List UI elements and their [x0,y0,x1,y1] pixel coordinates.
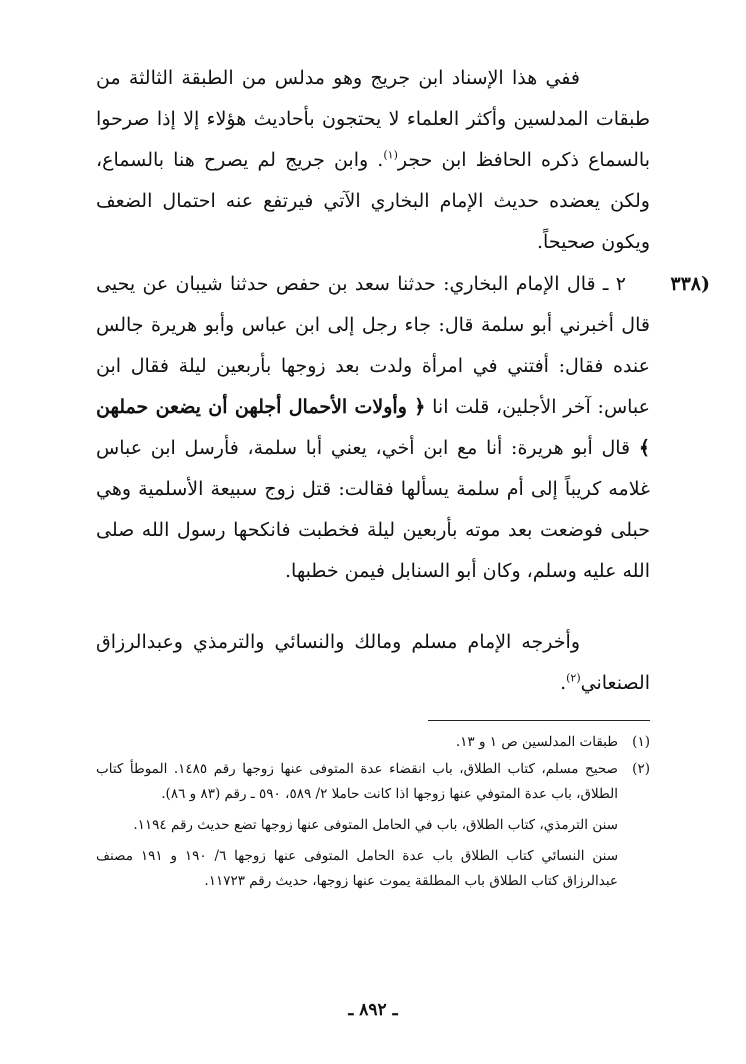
paragraph-takhrij [96,622,650,704]
footnote-ref-1: (١) [383,148,398,162]
paragraph-3-end: . [560,672,567,694]
footnote-ref-2: (٢) [566,671,581,685]
footnote-2-mark: (٢) [632,761,650,777]
footnote-1 [96,730,650,755]
footnote-2-tirmidhi: سنن الترمذي، كتاب الطلاق، باب في الحامل المتوفى عنها زوجها تضع حديث رقم ١١٩٤. [133,817,618,833]
paragraph-2-end: قال أبو هريرة: أنا مع ابن أخي، يعني أبا سلمة، فأرسل ابن عباس غلامه كريباً إلى أم سلمة يسألها فقالت: قتل زوج سبيعة الأسلمية وهي حبلى فوضعت بعد موته بأربعين ليلة فخطبت فانكحها رسول الله صلى الله عليه وسلم، وكان أبو السنابل فيمن خطبها. [96,437,650,582]
footnote-2 [96,757,650,894]
footnote-2-muslim-muwatta: صحيح مسلم، كتاب الطلاق، باب انقضاء عدة المتوفى عنها زوجها رقم ١٤٨٥. الموطأ كتاب الطلاق، باب عدة المتوفي عنها زوجها اذا كانت حاملا ٢/ ٥٨٩، ٥٩٠ ـ رقم (٨٣ و ٨٦). [96,761,618,802]
footnotes [96,730,650,896]
footnote-separator [428,720,650,721]
paragraph-1-end: . وابن جريج لم يصرح هنا بالسماع، ولكن يعضده حديث الإمام البخاري الآتي فيرتفع عنه احتمال الضعف ويكون صحيحاً. [96,149,650,253]
paragraph-hadith-bukhari [96,264,650,592]
hadith-number: (٣٣٨ [670,273,710,295]
footnote-2-body [96,757,618,894]
footnote-2-nasai-abdulrazzaq: سنن النسائي كتاب الطلاق باب عدة الحامل المتوفى عنها زوجها ٦/ ١٩٠ و ١٩١ مصنف عبدالرزاق كتاب الطلاق باب المطلقة يموت عنها زوجها، حديث رقم ١١٧٢٣. [96,848,619,889]
footnote-1-mark: (١) [632,734,650,750]
paragraph-1-text: ففي هذا الإسناد ابن جريج وهو مدلس من الطبقة الثالثة من طبقات المدلسين وأكثر العلماء لا يحتجون بأحاديث هؤلاء إلا إذا صرحوا بالسماع ذكره الحافظ ابن حجر [96,67,651,171]
footnote-1-text: طبقات المدلسين ص ١ و ١٣. [455,734,618,750]
paragraph-ibn-jurayj [96,58,650,263]
page-number: ـ ٨٩٢ ـ [348,1000,398,1020]
paragraph-3-text: وأخرجه الإمام مسلم ومالك والنسائي والترمذي وعبدالرزاق الصنعاني [96,631,650,694]
paragraph-2-start: ٢ ـ قال الإمام البخاري: حدثنا سعد بن حفص حدثنا شيبان عن يحيى قال أخبرني أبو سلمة قال: جاء رجل إلى ابن عباس وأبو هريرة جالس عنده فقال: أفتني في امرأة ولدت بعد زوجها بأربعين ليلة فقال ابن عباس: آخر الأجلين، قلت انا [96,273,651,418]
quran-verse: ﴿ وأولات الأحمال أجلهن أن يضعن حملهن ﴾ [96,396,650,459]
